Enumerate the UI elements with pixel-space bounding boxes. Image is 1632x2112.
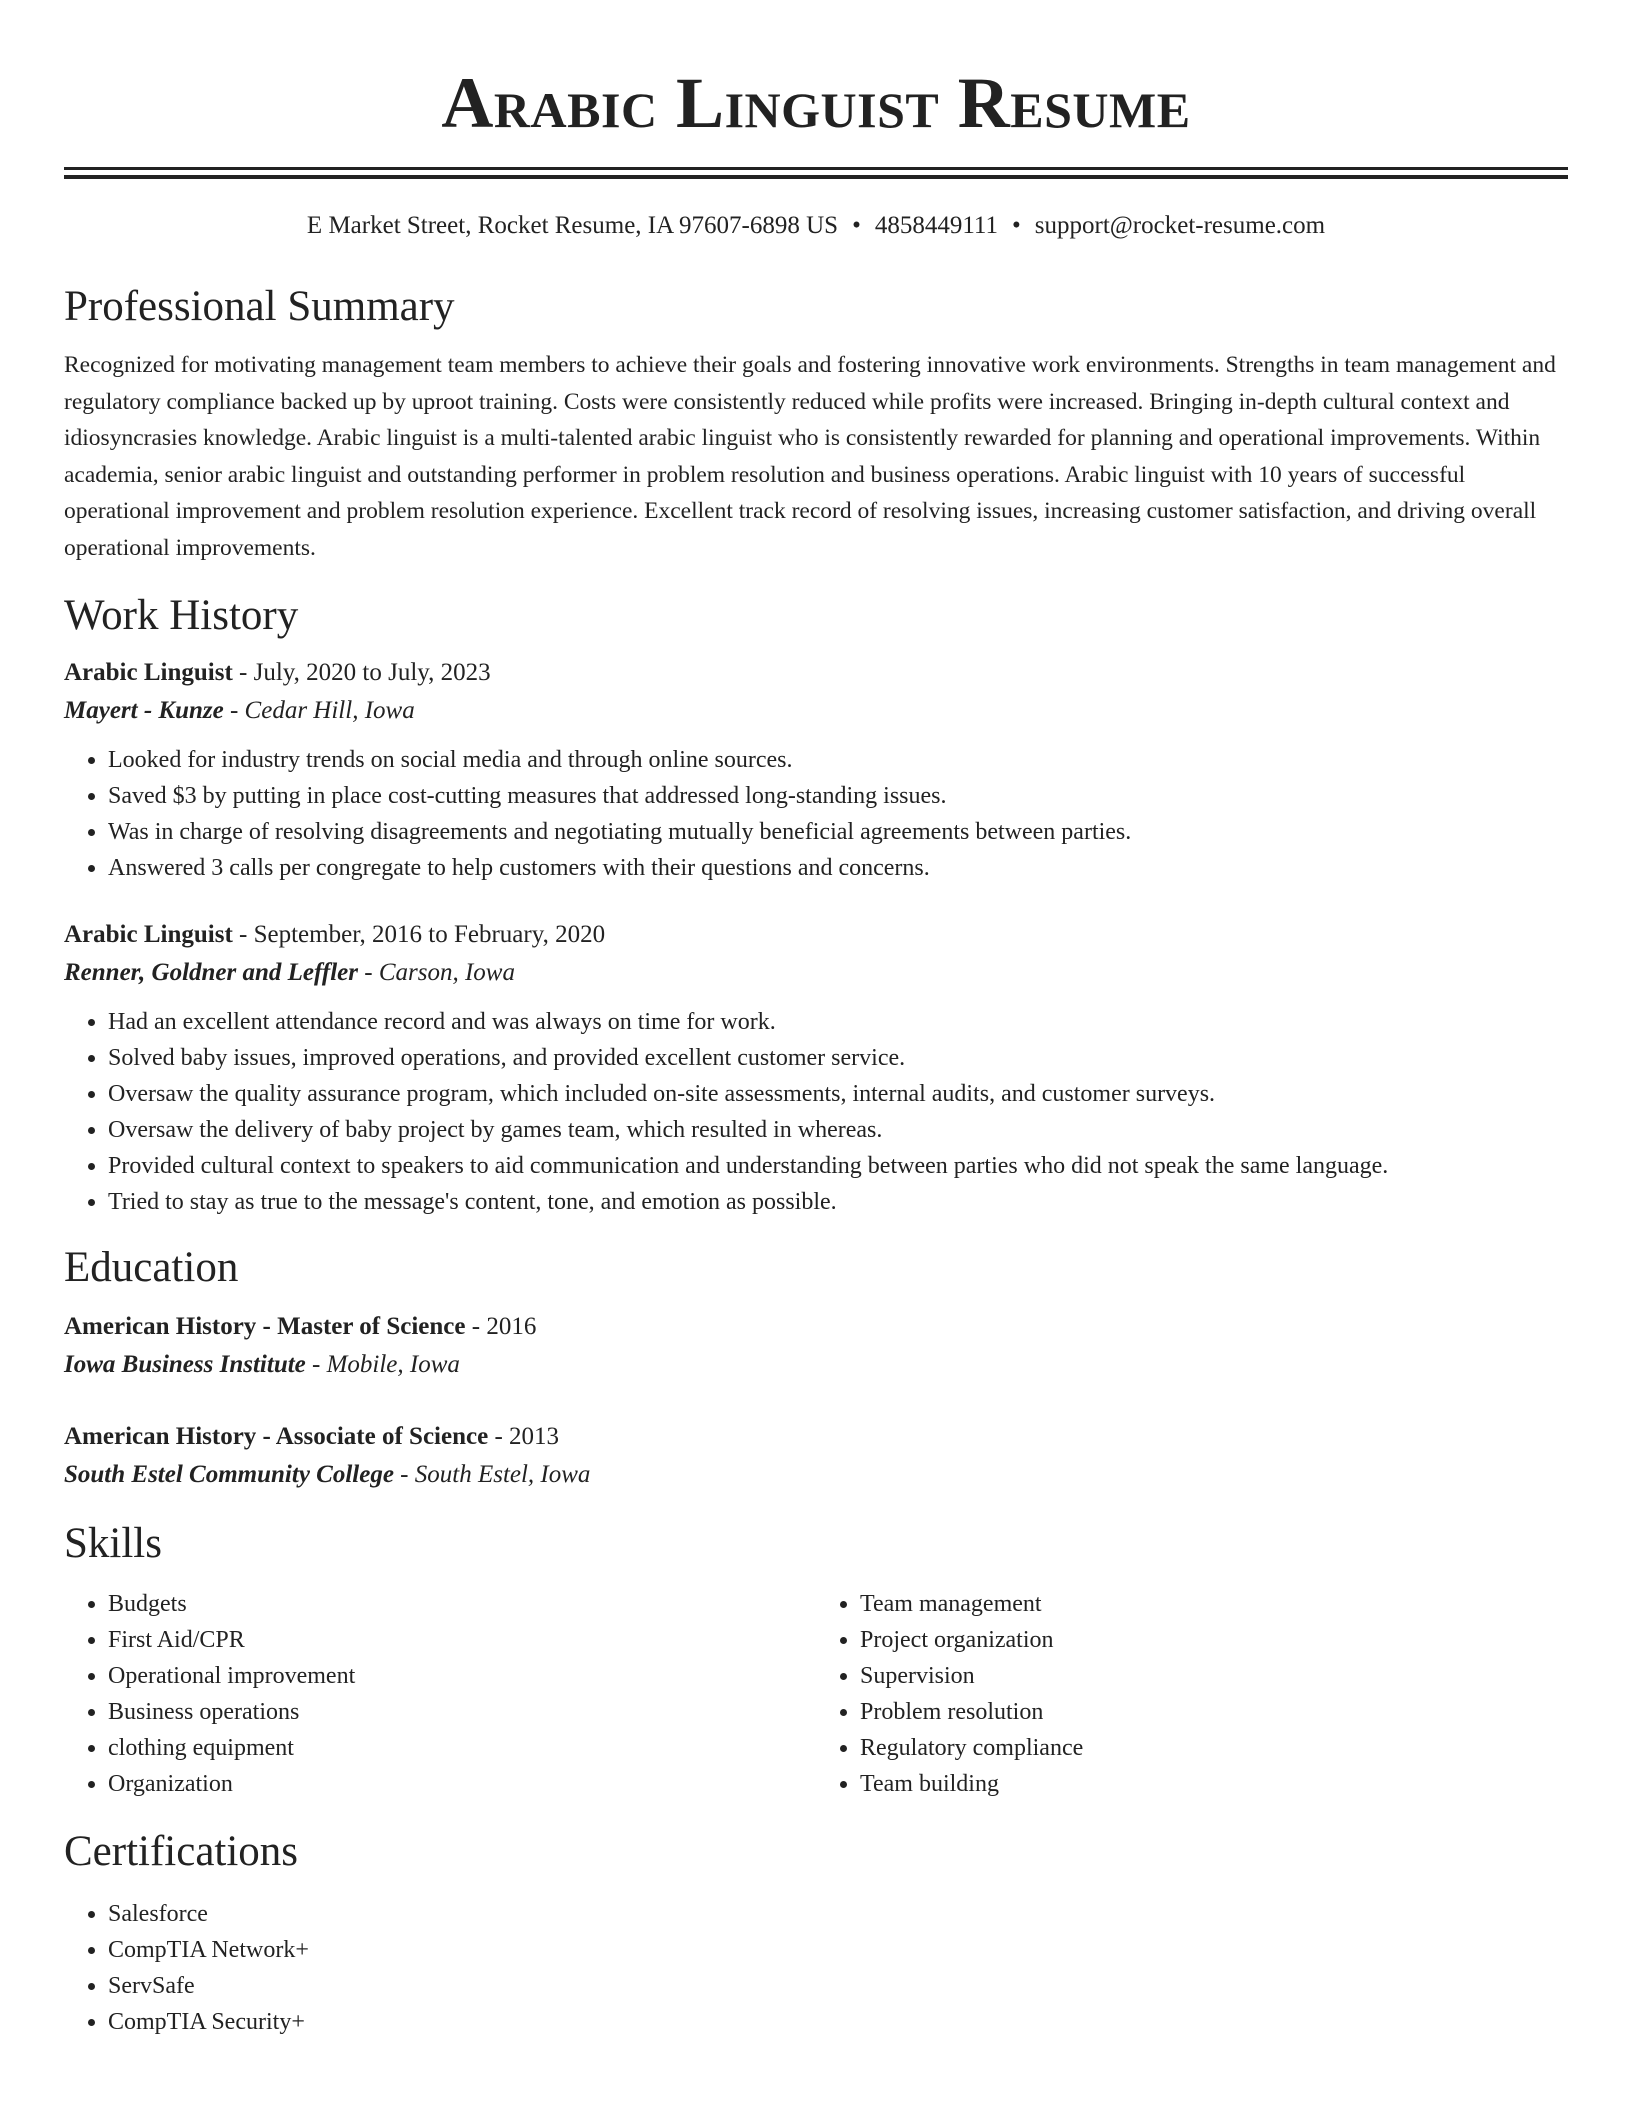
job-location: - Carson, Iowa bbox=[358, 959, 515, 986]
certifications-heading: Certifications bbox=[64, 1828, 299, 1875]
skill-item: • Team management bbox=[860, 1586, 1568, 1622]
job-company-line bbox=[64, 692, 1568, 730]
skills-columns bbox=[64, 1586, 1568, 1802]
job-entry bbox=[64, 916, 1568, 1220]
skill-item: • First Aid/CPR bbox=[108, 1622, 816, 1658]
job-bullet: • Oversaw the delivery of baby project by games team, which resulted in whereas. bbox=[108, 1112, 1568, 1148]
education-school-line bbox=[64, 1346, 1568, 1384]
skill-item: • clothing equipment bbox=[108, 1730, 816, 1766]
skill-item: • Project organization bbox=[860, 1622, 1568, 1658]
education-school-line bbox=[64, 1456, 1568, 1494]
contact-address: E Market Street, Rocket Resume, IA 97607-6898 US bbox=[306, 212, 839, 239]
contact-line bbox=[64, 209, 1568, 243]
job-bullet: • Was in charge of resolving disagreements and negotiating mutually beneficial agreements between parties. bbox=[108, 814, 1568, 850]
work-history-heading: Work History bbox=[64, 592, 299, 639]
job-bullet: • Solved baby issues, improved operations, and provided excellent customer service. bbox=[108, 1040, 1568, 1076]
education-year: - 2016 bbox=[465, 1313, 537, 1340]
skill-item: • Operational improvement bbox=[108, 1658, 816, 1694]
job-dates: - September, 2016 to February, 2020 bbox=[232, 921, 606, 948]
job-title: Arabic Linguist bbox=[64, 659, 233, 686]
summary-text: Recognized for motivating management team members to achieve their goals and fostering innovative work environments. Strengths in team management and regulatory compliance backed up by uproot training. Costs were consistently reduced while profits were increased. Bringing in-depth cultural context and idiosyncrasies knowledge. Arabic linguist is a multi-talented arabic linguist who is consistently rewarded for planning and operational improvements. Within academia, senior arabic linguist and outstanding performer in problem resolution and business operations. Arabic linguist with 10 years of successful operational improvement and problem resolution experience. Excellent track record of resolving issues, increasing customer satisfaction, and driving overall operational improvements. bbox=[64, 352, 1556, 561]
job-bullet: • Saved $3 by putting in place cost-cutting measures that addressed long-standing issues. bbox=[108, 778, 1568, 814]
education-degree-line bbox=[64, 1418, 1568, 1456]
job-bullet: • Had an excellent attendance record and was always on time for work. bbox=[108, 1004, 1568, 1040]
job-title-line bbox=[64, 916, 1568, 954]
skill-item: • Organization bbox=[108, 1766, 816, 1802]
resume-page bbox=[64, 0, 1568, 2040]
job-company-line bbox=[64, 954, 1568, 992]
job-bullet: • Tried to stay as true to the message's content, tone, and emotion as possible. bbox=[108, 1184, 1568, 1220]
job-location: - Cedar Hill, Iowa bbox=[223, 697, 415, 724]
job-bullets bbox=[64, 742, 1568, 886]
education-location: - South Estel, Iowa bbox=[393, 1461, 591, 1488]
education-degree-line bbox=[64, 1308, 1568, 1346]
education-heading: Education bbox=[64, 1244, 239, 1291]
skill-item: • Supervision bbox=[860, 1658, 1568, 1694]
certification-item: • CompTIA Network+ bbox=[108, 1932, 1568, 1968]
resume-title: Arabic Linguist Resume bbox=[441, 63, 1191, 143]
job-dates: - July, 2020 to July, 2023 bbox=[232, 659, 491, 686]
certifications-list bbox=[64, 1896, 1568, 2040]
skill-item: • Team building bbox=[860, 1766, 1568, 1802]
education-year: - 2013 bbox=[488, 1423, 560, 1450]
education-degree: American History - Master of Science bbox=[64, 1313, 466, 1340]
skills-heading: Skills bbox=[64, 1520, 162, 1567]
contact-separator: • bbox=[1012, 212, 1021, 239]
job-title: Arabic Linguist bbox=[64, 921, 233, 948]
education-location: - Mobile, Iowa bbox=[305, 1351, 460, 1378]
education-degree: American History - Associate of Science bbox=[64, 1423, 489, 1450]
certification-item: • CompTIA Security+ bbox=[108, 2004, 1568, 2040]
job-title-line bbox=[64, 654, 1568, 692]
skills-list-left bbox=[64, 1586, 816, 1802]
certification-item: • Salesforce bbox=[108, 1896, 1568, 1932]
job-bullet: • Oversaw the quality assurance program, which included on-site assessments, internal audits, and customer surveys. bbox=[108, 1076, 1568, 1112]
title-divider bbox=[64, 167, 1568, 179]
skill-item: • Regulatory compliance bbox=[860, 1730, 1568, 1766]
skills-list-right bbox=[816, 1586, 1568, 1802]
skill-item: • Business operations bbox=[108, 1694, 816, 1730]
skill-item: • Budgets bbox=[108, 1586, 816, 1622]
education-entry bbox=[64, 1308, 1568, 1384]
job-bullet: • Provided cultural context to speakers to aid communication and understanding between parties who did not speak the same language. bbox=[108, 1148, 1568, 1184]
education-school: South Estel Community College bbox=[64, 1461, 394, 1488]
education-school: Iowa Business Institute bbox=[64, 1351, 306, 1378]
job-company: Mayert - Kunze bbox=[64, 697, 224, 724]
job-bullet: • Answered 3 calls per congregate to help customers with their questions and concerns. bbox=[108, 850, 1568, 886]
skill-item: • Problem resolution bbox=[860, 1694, 1568, 1730]
certification-item: • ServSafe bbox=[108, 1968, 1568, 2004]
job-bullet: • Looked for industry trends on social media and through online sources. bbox=[108, 742, 1568, 778]
job-entry bbox=[64, 654, 1568, 886]
job-bullets bbox=[64, 1004, 1568, 1220]
education-entry bbox=[64, 1418, 1568, 1494]
contact-separator: • bbox=[852, 212, 861, 239]
job-company: Renner, Goldner and Leffler bbox=[64, 959, 358, 986]
contact-phone: 4858449111 bbox=[874, 212, 999, 239]
contact-email[interactable]: support@rocket-resume.com bbox=[1034, 212, 1326, 239]
summary-heading: Professional Summary bbox=[64, 283, 455, 330]
